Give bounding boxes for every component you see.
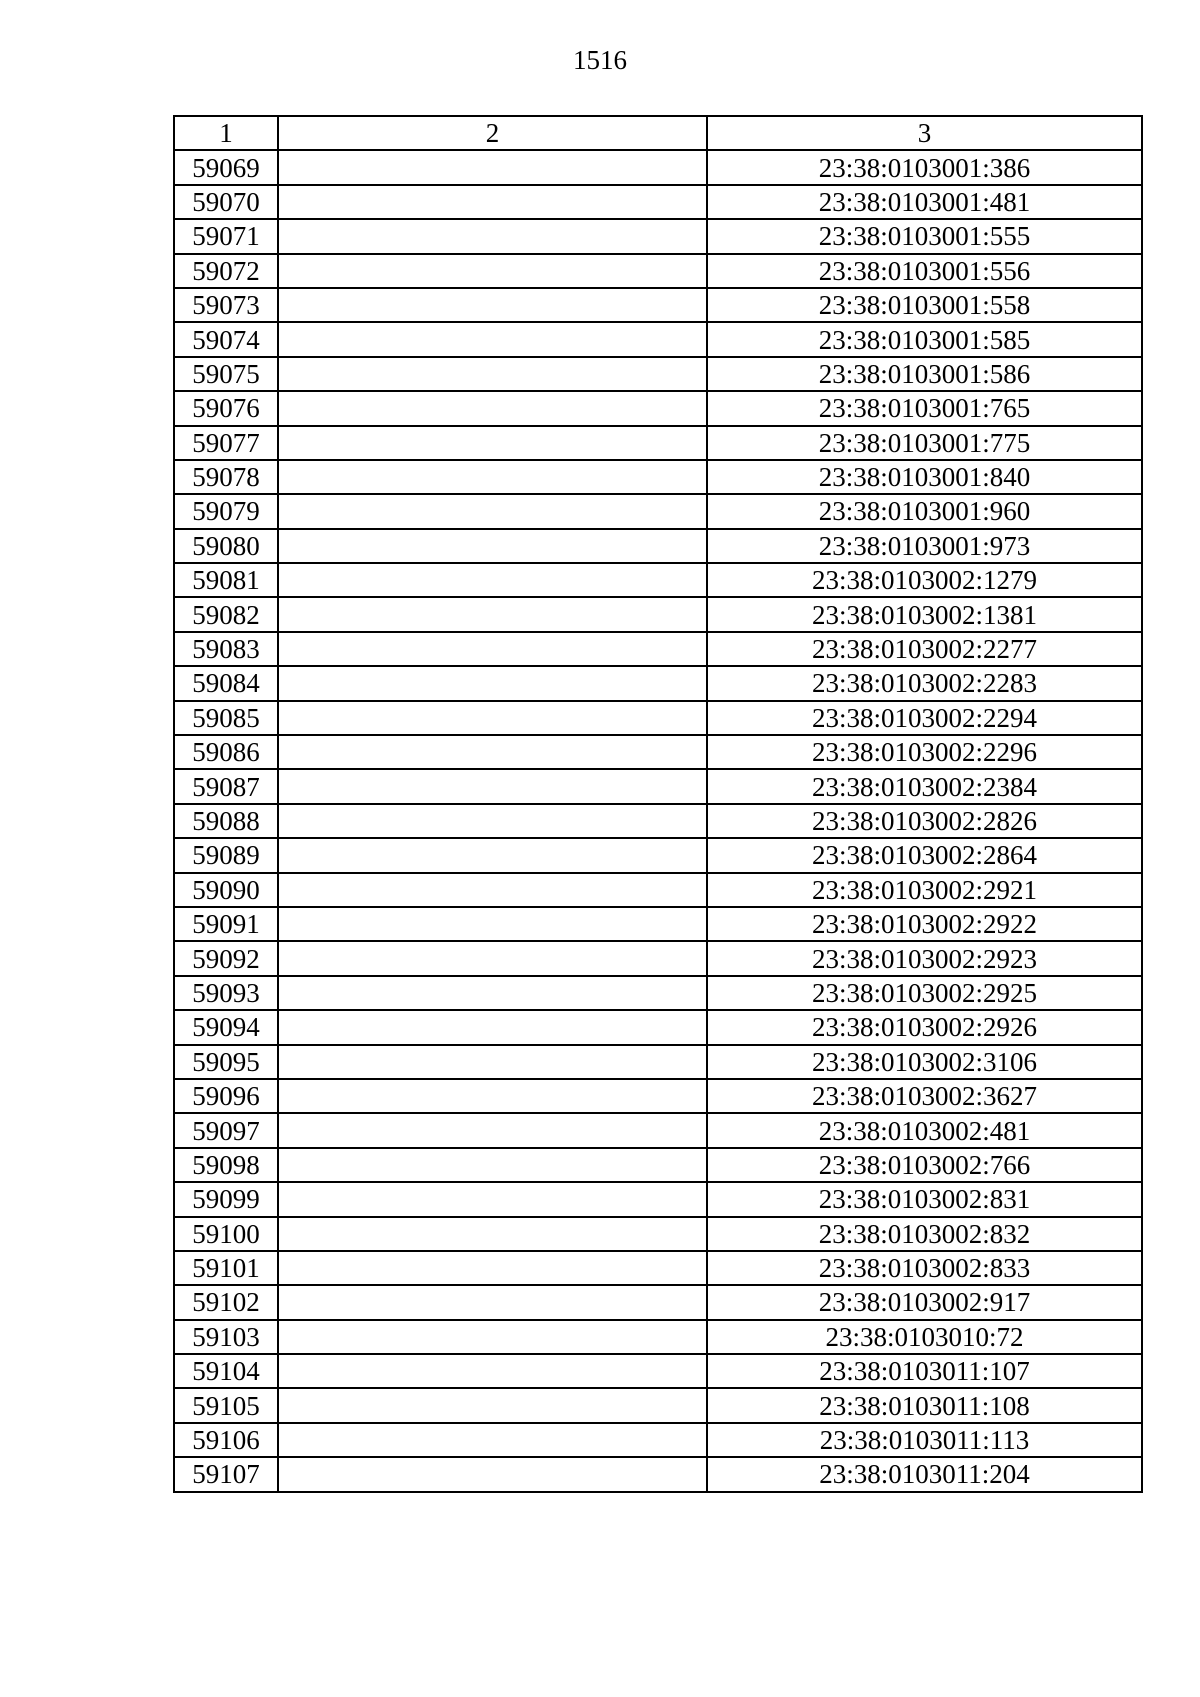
table-row (174, 769, 1142, 803)
row-number-cell: 59093 (174, 976, 278, 1010)
table-row (174, 941, 1142, 975)
description-cell (278, 357, 707, 391)
row-number-cell: 59089 (174, 838, 278, 872)
table-row (174, 701, 1142, 735)
cadastral-number-cell: 23:38:0103002:2826 (707, 804, 1142, 838)
description-cell (278, 1285, 707, 1319)
row-number-cell: 59104 (174, 1354, 278, 1388)
row-number-cell: 59087 (174, 769, 278, 803)
description-cell (278, 529, 707, 563)
cadastral-number-cell: 23:38:0103001:386 (707, 150, 1142, 184)
row-number-cell: 59069 (174, 150, 278, 184)
table-row (174, 1010, 1142, 1044)
column-header-2: 2 (278, 116, 707, 150)
cadastral-number-cell: 23:38:0103002:3106 (707, 1045, 1142, 1079)
description-cell (278, 219, 707, 253)
cadastral-number-cell: 23:38:0103002:2923 (707, 941, 1142, 975)
description-cell (278, 1148, 707, 1182)
description-cell (278, 1251, 707, 1285)
description-cell (278, 1457, 707, 1491)
row-number-cell: 59077 (174, 426, 278, 460)
table-row (174, 907, 1142, 941)
table-row (174, 1320, 1142, 1354)
table-row (174, 1285, 1142, 1319)
cadastral-number-cell: 23:38:0103001:960 (707, 494, 1142, 528)
table-row (174, 150, 1142, 184)
cadastral-number-cell: 23:38:0103002:1381 (707, 597, 1142, 631)
cadastral-number-cell: 23:38:0103002:1279 (707, 563, 1142, 597)
cadastral-number-cell: 23:38:0103002:2283 (707, 666, 1142, 700)
cadastral-number-cell: 23:38:0103002:2922 (707, 907, 1142, 941)
description-cell (278, 494, 707, 528)
table-row (174, 1388, 1142, 1422)
table-row (174, 1148, 1142, 1182)
row-number-cell: 59081 (174, 563, 278, 597)
description-cell (278, 1354, 707, 1388)
row-number-cell: 59088 (174, 804, 278, 838)
cadastral-number-cell: 23:38:0103011:204 (707, 1457, 1142, 1491)
row-number-cell: 59074 (174, 322, 278, 356)
row-number-cell: 59102 (174, 1285, 278, 1319)
cadastral-number-cell: 23:38:0103002:2864 (707, 838, 1142, 872)
description-cell (278, 1079, 707, 1113)
description-cell (278, 288, 707, 322)
description-cell (278, 1423, 707, 1457)
description-cell (278, 254, 707, 288)
row-number-cell: 59094 (174, 1010, 278, 1044)
description-cell (278, 1113, 707, 1147)
table-row (174, 735, 1142, 769)
cadastral-number-cell: 23:38:0103002:2921 (707, 873, 1142, 907)
row-number-cell: 59106 (174, 1423, 278, 1457)
row-number-cell: 59073 (174, 288, 278, 322)
table-row (174, 494, 1142, 528)
table-row (174, 838, 1142, 872)
row-number-cell: 59083 (174, 632, 278, 666)
table-row (174, 563, 1142, 597)
table-row (174, 804, 1142, 838)
cadastral-number-cell: 23:38:0103002:481 (707, 1113, 1142, 1147)
row-number-cell: 59092 (174, 941, 278, 975)
description-cell (278, 563, 707, 597)
cadastral-number-cell: 23:38:0103002:2925 (707, 976, 1142, 1010)
row-number-cell: 59107 (174, 1457, 278, 1491)
cadastral-number-cell: 23:38:0103002:2926 (707, 1010, 1142, 1044)
table-row (174, 288, 1142, 322)
row-number-cell: 59103 (174, 1320, 278, 1354)
description-cell (278, 460, 707, 494)
table-row (174, 254, 1142, 288)
column-header-3: 3 (707, 116, 1142, 150)
row-number-cell: 59096 (174, 1079, 278, 1113)
row-number-cell: 59091 (174, 907, 278, 941)
table-row (174, 1251, 1142, 1285)
cadastral-number-cell: 23:38:0103002:2384 (707, 769, 1142, 803)
row-number-cell: 59084 (174, 666, 278, 700)
table-row (174, 1217, 1142, 1251)
table-row (174, 529, 1142, 563)
table-row (174, 976, 1142, 1010)
table-row (174, 1182, 1142, 1216)
description-cell (278, 769, 707, 803)
table-row (174, 391, 1142, 425)
description-cell (278, 1217, 707, 1251)
cadastral-number-cell: 23:38:0103002:3627 (707, 1079, 1142, 1113)
row-number-cell: 59071 (174, 219, 278, 253)
description-cell (278, 735, 707, 769)
table-row (174, 1079, 1142, 1113)
row-number-cell: 59082 (174, 597, 278, 631)
row-number-cell: 59097 (174, 1113, 278, 1147)
cadastral-number-cell: 23:38:0103010:72 (707, 1320, 1142, 1354)
cadastral-number-cell: 23:38:0103011:108 (707, 1388, 1142, 1422)
cadastral-table (173, 115, 1143, 1493)
cadastral-number-cell: 23:38:0103001:555 (707, 219, 1142, 253)
description-cell (278, 1320, 707, 1354)
column-header-1: 1 (174, 116, 278, 150)
row-number-cell: 59085 (174, 701, 278, 735)
row-number-cell: 59080 (174, 529, 278, 563)
table-row (174, 632, 1142, 666)
description-cell (278, 1010, 707, 1044)
description-cell (278, 666, 707, 700)
table-row (174, 460, 1142, 494)
cadastral-number-cell: 23:38:0103001:840 (707, 460, 1142, 494)
table-row (174, 1045, 1142, 1079)
cadastral-number-cell: 23:38:0103001:775 (707, 426, 1142, 460)
description-cell (278, 185, 707, 219)
cadastral-number-cell: 23:38:0103001:765 (707, 391, 1142, 425)
cadastral-number-cell: 23:38:0103011:107 (707, 1354, 1142, 1388)
description-cell (278, 391, 707, 425)
description-cell (278, 632, 707, 666)
table-body (174, 116, 1142, 1492)
row-number-cell: 59090 (174, 873, 278, 907)
description-cell (278, 873, 707, 907)
description-cell (278, 907, 707, 941)
description-cell (278, 1182, 707, 1216)
cadastral-number-cell: 23:38:0103001:973 (707, 529, 1142, 563)
description-cell (278, 804, 707, 838)
table-row (174, 1423, 1142, 1457)
row-number-cell: 59078 (174, 460, 278, 494)
description-cell (278, 322, 707, 356)
description-cell (278, 150, 707, 184)
cadastral-number-cell: 23:38:0103001:556 (707, 254, 1142, 288)
cadastral-number-cell: 23:38:0103001:586 (707, 357, 1142, 391)
description-cell (278, 1045, 707, 1079)
table-header-row (174, 116, 1142, 150)
description-cell (278, 838, 707, 872)
table-row (174, 1354, 1142, 1388)
description-cell (278, 1388, 707, 1422)
cadastral-number-cell: 23:38:0103001:481 (707, 185, 1142, 219)
row-number-cell: 59072 (174, 254, 278, 288)
table-row (174, 322, 1142, 356)
cadastral-number-cell: 23:38:0103011:113 (707, 1423, 1142, 1457)
cadastral-number-cell: 23:38:0103002:2277 (707, 632, 1142, 666)
row-number-cell: 59086 (174, 735, 278, 769)
row-number-cell: 59095 (174, 1045, 278, 1079)
page-number: 1516 (573, 45, 627, 75)
row-number-cell: 59076 (174, 391, 278, 425)
row-number-cell: 59075 (174, 357, 278, 391)
row-number-cell: 59101 (174, 1251, 278, 1285)
table-row (174, 1457, 1142, 1491)
cadastral-number-cell: 23:38:0103002:766 (707, 1148, 1142, 1182)
cadastral-number-cell: 23:38:0103002:2296 (707, 735, 1142, 769)
table-row (174, 597, 1142, 631)
row-number-cell: 59079 (174, 494, 278, 528)
description-cell (278, 426, 707, 460)
cadastral-number-cell: 23:38:0103001:585 (707, 322, 1142, 356)
table-row (174, 185, 1142, 219)
table-row (174, 666, 1142, 700)
table-row (174, 219, 1142, 253)
cadastral-number-cell: 23:38:0103002:2294 (707, 701, 1142, 735)
row-number-cell: 59100 (174, 1217, 278, 1251)
row-number-cell: 59098 (174, 1148, 278, 1182)
table-row (174, 1113, 1142, 1147)
description-cell (278, 941, 707, 975)
table-row (174, 357, 1142, 391)
cadastral-number-cell: 23:38:0103002:831 (707, 1182, 1142, 1216)
cadastral-number-cell: 23:38:0103002:833 (707, 1251, 1142, 1285)
row-number-cell: 59105 (174, 1388, 278, 1422)
description-cell (278, 597, 707, 631)
cadastral-number-cell: 23:38:0103001:558 (707, 288, 1142, 322)
cadastral-number-cell: 23:38:0103002:917 (707, 1285, 1142, 1319)
table-row (174, 873, 1142, 907)
cadastral-number-cell: 23:38:0103002:832 (707, 1217, 1142, 1251)
description-cell (278, 701, 707, 735)
table-row (174, 426, 1142, 460)
row-number-cell: 59099 (174, 1182, 278, 1216)
description-cell (278, 976, 707, 1010)
row-number-cell: 59070 (174, 185, 278, 219)
